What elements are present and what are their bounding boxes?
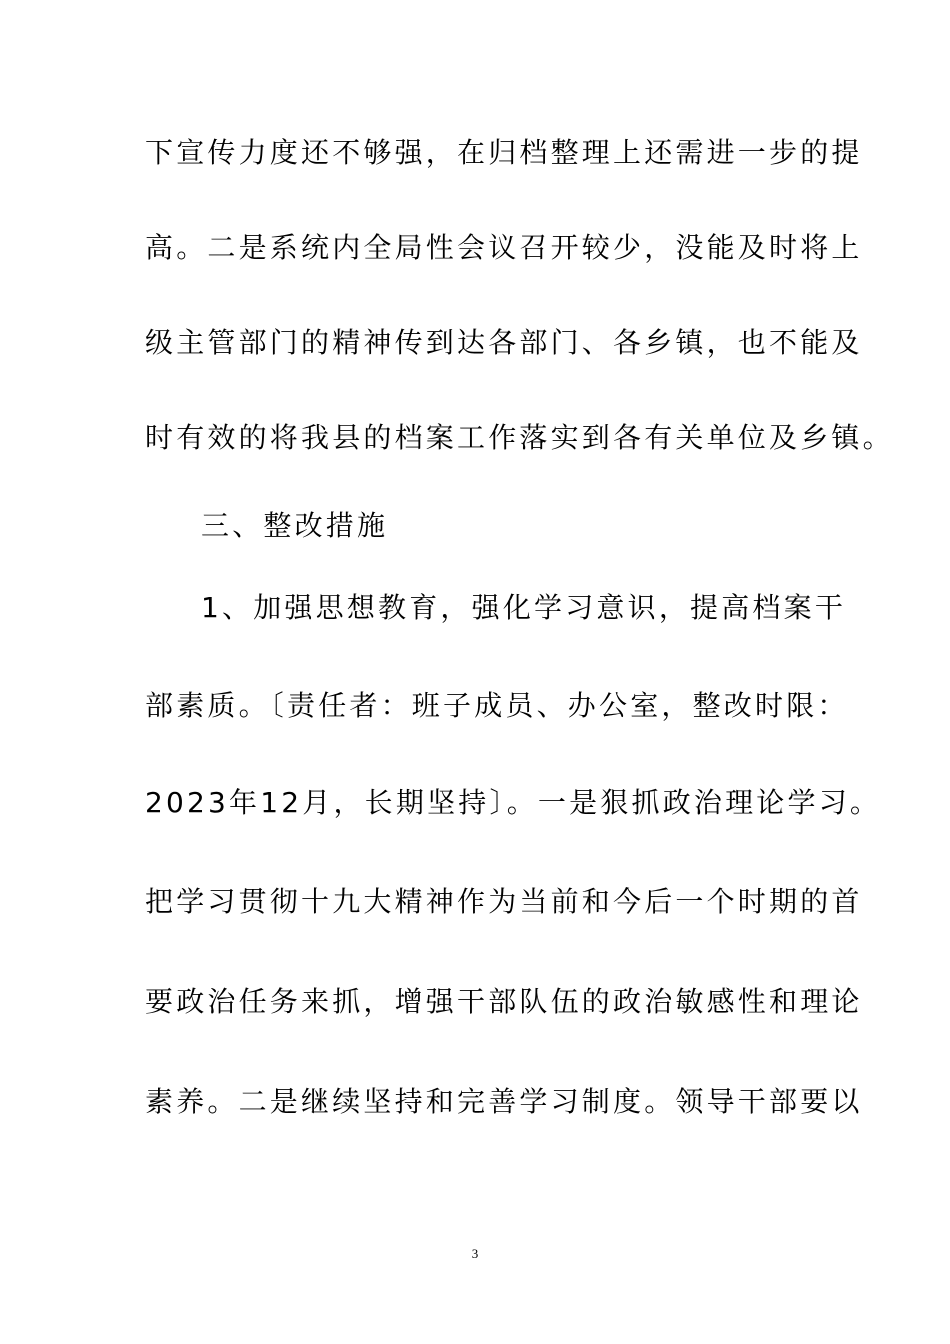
paragraph-line: 时有效的将我县的档案工作落实到各有关单位及乡镇。 [145, 421, 894, 454]
paragraph-line: 2023年12月，长期坚持〕。一是狠抓政治理论学习。 [145, 786, 882, 819]
paragraph-line: 把学习贯彻十九大精神作为当前和今后一个时期的首 [145, 885, 863, 918]
paragraph-line: 高。二是系统内全局性会议召开较少，没能及时将上 [145, 231, 863, 264]
paragraph-line: 素养。二是继续坚持和完善学习制度。领导干部要以 [145, 1085, 863, 1118]
paragraph-line: 要政治任务来抓，增强干部队伍的政治敏感性和理论 [145, 985, 863, 1018]
page-number: 3 [471, 1246, 479, 1261]
paragraph-line: 部素质。〔责任者：班子成员、办公室，整改时限： [145, 689, 849, 722]
section-heading: 三、整改措施 [201, 509, 389, 542]
paragraph-line: 1、加强思想教育，强化学习意识，提高档案干 [201, 591, 847, 624]
paragraph-line: 级主管部门的精神传到达各部门、各乡镇，也不能及 [145, 326, 863, 359]
paragraph-line: 下宣传力度还不够强，在归档整理上还需进一步的提 [145, 136, 863, 169]
